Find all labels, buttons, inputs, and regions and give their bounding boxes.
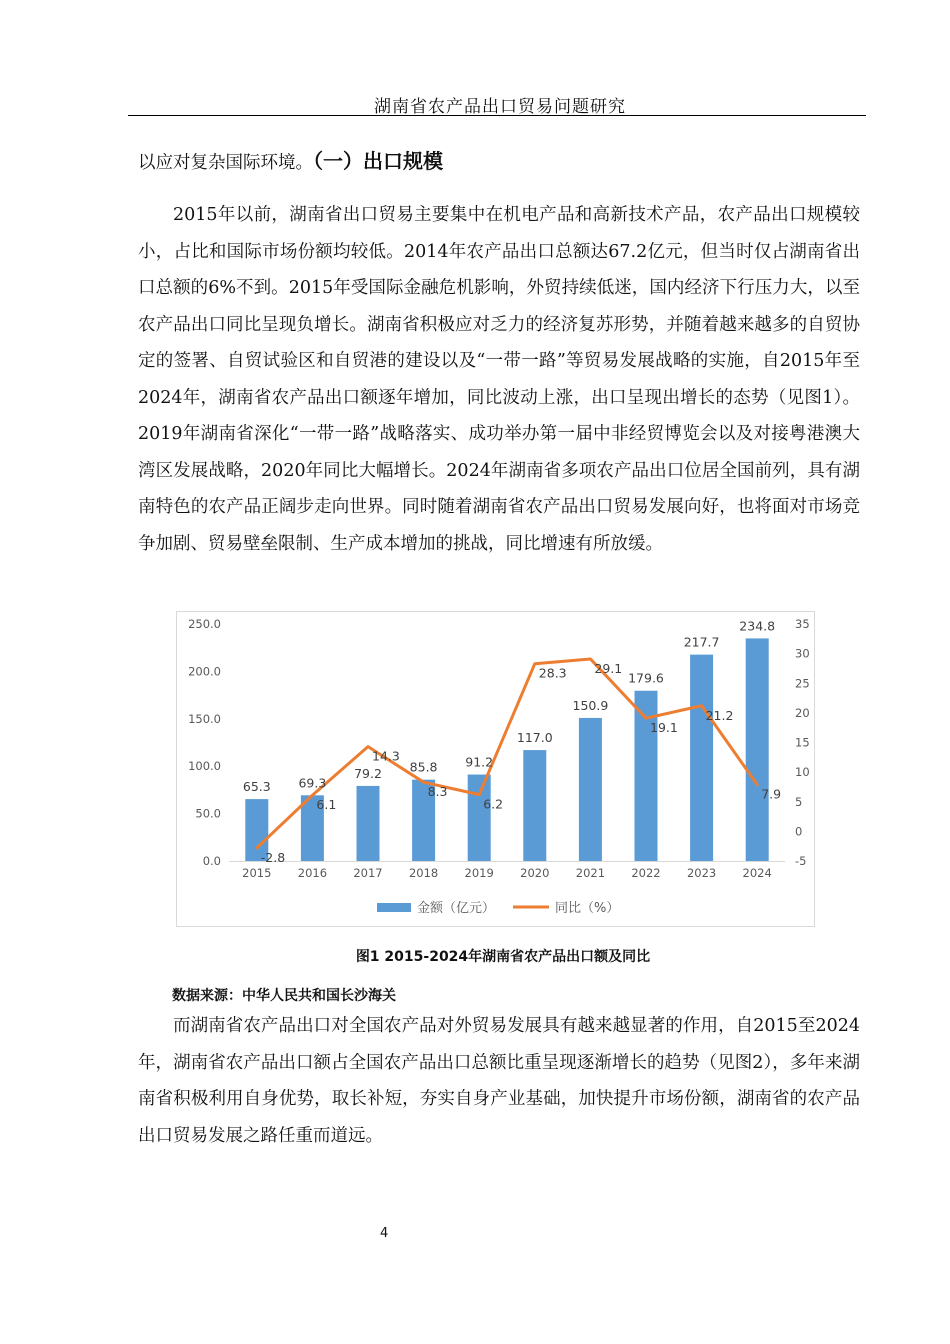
bar-data-label: 79.2 <box>354 765 382 781</box>
x-tick-label: 2023 <box>686 866 717 880</box>
line-data-label: 14.3 <box>372 748 400 764</box>
line-data-label: 21.2 <box>705 707 734 723</box>
x-tick-label: 2020 <box>520 866 550 880</box>
line-data-label: 19.1 <box>650 720 678 736</box>
y-right-tick-label: 15 <box>795 735 810 750</box>
y-right-tick-label: 25 <box>795 676 810 691</box>
bar <box>579 718 602 861</box>
bar-data-label: 117.0 <box>516 730 553 746</box>
line-point <box>367 745 369 747</box>
figure-caption: 图1 2015-2024年湖南省农产品出口额及同比 <box>355 949 651 965</box>
line-point <box>645 717 647 719</box>
line-point <box>422 781 424 783</box>
line-point <box>311 794 313 796</box>
legend-swatch-amount <box>377 903 411 912</box>
x-tick-label: 2019 <box>464 866 494 880</box>
x-tick-label: 2022 <box>631 866 661 880</box>
y-left-tick-label: 200.0 <box>188 664 221 679</box>
bar-data-label: 65.3 <box>242 779 271 795</box>
line-data-label: 28.3 <box>538 665 567 681</box>
bar-data-label: 85.8 <box>409 759 438 775</box>
y-right-tick-label: 5 <box>795 794 803 809</box>
yoy-line <box>257 659 757 848</box>
header-rule <box>128 115 866 116</box>
figure-source: 数据来源：中华人民共和国长沙海关 <box>172 988 396 1004</box>
x-tick-label: 2024 <box>742 866 772 880</box>
body-paragraph-1: 2015年以前，湖南省出口贸易主要集中在机电产品和高新技术产品，农产品出口规模较小，占比和国际市场份额均较低。2014年农产品出口总额达67.2亿元，但当时仅占湖南省出口总额的6%不到。2015年受国际金融危机影响，外贸持续低迷，国内经济下行压力大，以至农产品出口同比呈现负增长。湖南省积极应对乏力的经济复苏形势，并随着越来越多的自贸协定的签署、自贸试验区和自贸港的建设以及“一带一路”等贸易发展战略的实施，自2015年至2024年，湖南省农产品出口额逐年增加，同比波动上涨，出口呈现出增长的态势（见图1）。2019年湖南省深化“一带一路”战略落实、成功举办第一届中非经贸博览会以及对接粤港澳大湾区发展战略，2020年同比大幅增长。2024年湖南省多项农产品出口位居全国前列，具有湖南特色的农产品正阔步走向世界。同时随着湖南省农产品出口贸易发展向好，也将面对市场竞争加剧、贸易壁垒限制、生产成本增加的挑战，同比增速有所放缓。 <box>138 205 860 554</box>
line-point <box>700 705 702 707</box>
line-data-label: -2.8 <box>260 849 286 865</box>
y-left-tick-label: 150.0 <box>188 711 221 726</box>
line-data-label: 8.3 <box>427 784 448 800</box>
line-point <box>534 662 536 664</box>
section-heading: （一）出口规模 <box>313 149 443 173</box>
line-point <box>478 793 480 795</box>
y-right-tick-label: 0 <box>795 824 803 839</box>
line-data-label: 6.2 <box>483 796 504 812</box>
bar-data-label: 150.9 <box>572 697 609 713</box>
x-tick-label: 2017 <box>353 866 383 880</box>
y-right-tick-label: -5 <box>795 854 807 868</box>
bar <box>690 655 713 861</box>
x-tick-label: 2015 <box>242 866 272 880</box>
x-tick-label: 2016 <box>297 866 328 880</box>
line-point <box>589 658 591 660</box>
y-right-tick-label: 20 <box>795 705 810 720</box>
bar-data-label: 179.6 <box>628 670 664 686</box>
lead-paragraph <box>138 143 860 182</box>
lead-text: 以应对复杂国际环境。 <box>138 153 313 173</box>
body-paragraph-2: 而湖南省农产品出口对全国农产品对外贸易发展具有越来越显著的作用，自2015至2024年，湖南省农产品出口额占全国农产品出口总额比重呈现逐渐增长的趋势（见图2），多年来湖南省积极利用自身优势，取长补短，夯实自身产业基础，加快提升市场份额，湖南省的农产品出口贸易发展之路任重而道远。 <box>138 1016 860 1146</box>
line-data-label: 7.9 <box>761 786 782 802</box>
bar <box>357 786 380 861</box>
bar-data-label: 69.3 <box>298 775 327 791</box>
y-left-tick-label: 50.0 <box>195 806 221 821</box>
running-header-title: 湖南省农产品出口贸易问题研究 <box>374 97 626 117</box>
line-data-label: 6.1 <box>316 797 337 813</box>
line-data-label: 29.1 <box>594 660 623 676</box>
bar <box>523 750 546 861</box>
chart-svg <box>177 612 814 926</box>
legend-label-yoy: 同比（%） <box>555 901 620 916</box>
figure-1-chart <box>176 611 815 927</box>
bar-data-label: 91.2 <box>465 754 494 770</box>
line-point <box>256 847 258 849</box>
y-right-tick-label: 30 <box>795 646 810 661</box>
line-point <box>756 783 758 785</box>
page-number: 4 <box>380 1226 389 1241</box>
bar <box>468 775 491 861</box>
x-tick-label: 2021 <box>575 866 606 880</box>
y-right-tick-label: 35 <box>795 617 810 631</box>
y-right-tick-label: 10 <box>795 765 810 780</box>
y-left-tick-label: 100.0 <box>188 759 221 774</box>
bar-data-label: 234.8 <box>739 618 776 634</box>
y-left-tick-label: 250.0 <box>188 617 221 631</box>
bar-data-label: 217.7 <box>683 634 720 650</box>
bar <box>746 638 769 861</box>
y-left-tick-label: 0.0 <box>202 854 221 868</box>
x-tick-label: 2018 <box>408 866 439 880</box>
legend-label-amount: 金额（亿元） <box>417 901 496 916</box>
